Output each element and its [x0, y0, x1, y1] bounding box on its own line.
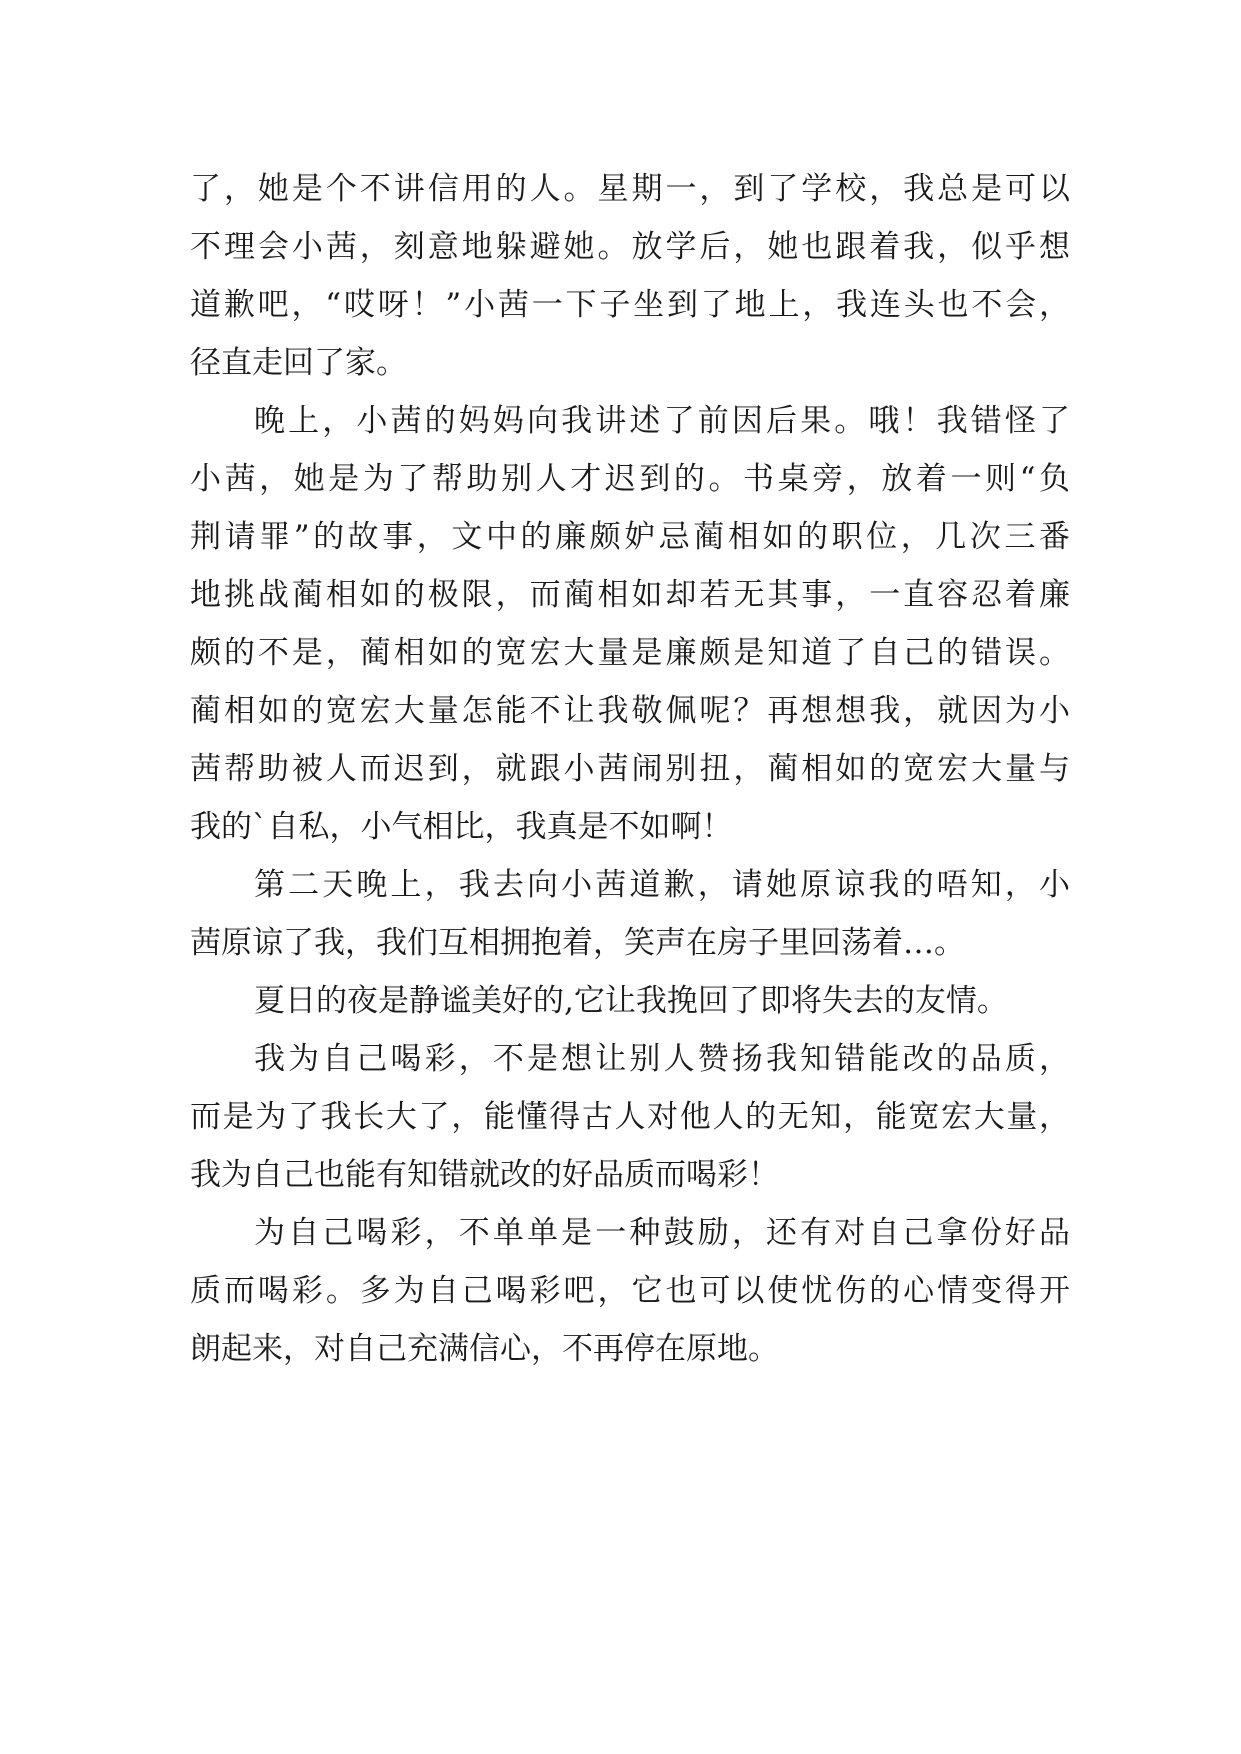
text-line: 质而喝彩。多为自己喝彩吧，它也可以使忧伤的心情变得开	[190, 1273, 1070, 1309]
text-line: 晚上，小茜的妈妈向我讲述了前因后果。哦！我错怪了	[254, 403, 1070, 439]
paragraph-2	[190, 392, 1070, 856]
paragraph-6	[190, 1204, 1070, 1378]
text-line: 径直走回了家。	[190, 345, 407, 381]
text-line: 我为自己喝彩，不是想让别人赞扬我知错能改的品质，	[254, 1041, 1070, 1077]
text-line: 不理会小茜，刻意地躲避她。放学后，她也跟着我，似乎想	[190, 229, 1070, 265]
paragraph-1	[190, 160, 1070, 392]
text-line: 我为自己也能有知错就改的好品质而喝彩！	[190, 1157, 779, 1193]
text-line: 荆请罪”的故事，文中的廉颇妒忌蔺相如的职位，几次三番	[190, 519, 1070, 555]
text-line: 颇的不是，蔺相如的宽宏大量是廉颇是知道了自己的错误。	[190, 635, 1070, 671]
text-line: 朗起来，对自己充满信心，不再停在原地。	[190, 1331, 779, 1367]
paragraph-4	[190, 972, 1070, 1030]
text-line: 小茜，她是为了帮助别人才迟到的。书桌旁，放着一则“负	[190, 461, 1070, 497]
essay-body	[190, 160, 1070, 1378]
text-line: 了，她是个不讲信用的人。星期一，到了学校，我总是可以	[190, 171, 1070, 207]
text-line: 茜原谅了我，我们互相拥抱着，笑声在房子里回荡着…。	[190, 925, 965, 961]
text-line: 第二天晚上，我去向小茜道歉，请她原谅我的唔知，小	[254, 867, 1070, 903]
text-line: 蔺相如的宽宏大量怎能不让我敬佩呢？再想想我，就因为小	[190, 693, 1070, 729]
text-line: 我的`自私，小气相比，我真是不如啊！	[190, 809, 733, 845]
text-line: 为自己喝彩，不单单是一种鼓励，还有对自己拿份好品	[254, 1215, 1070, 1251]
text-line: 而是为了我长大了，能懂得古人对他人的无知，能宽宏大量，	[190, 1099, 1070, 1135]
paragraph-5	[190, 1030, 1070, 1204]
text-line: 茜帮助被人而迟到，就跟小茜闹别扭，蔺相如的宽宏大量与	[190, 751, 1070, 787]
paragraph-3	[190, 856, 1070, 972]
text-line: 道歉吧，“哎呀！”小茜一下子坐到了地上，我连头也不会，	[190, 287, 1070, 323]
text-line: 地挑战蔺相如的极限，而蔺相如却若无其事，一直容忍着廉	[190, 577, 1070, 613]
text-line: 夏日的夜是静谧美好的,它让我挽回了即将失去的友情。	[254, 983, 1008, 1019]
